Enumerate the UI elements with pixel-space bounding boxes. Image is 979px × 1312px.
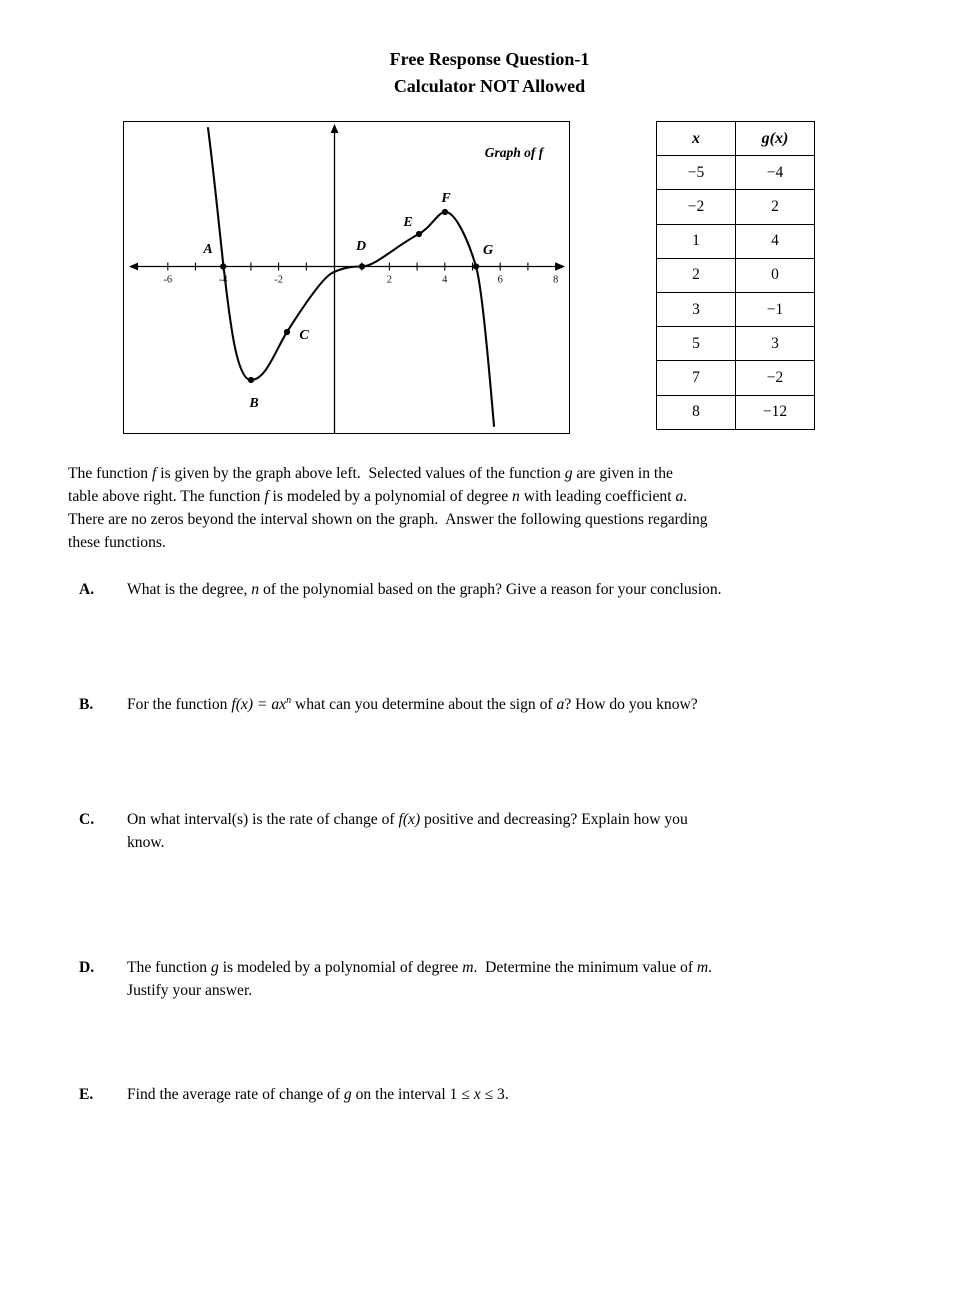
question-text: On what interval(s) is the rate of change of f(x) positive and decreasing? Explain how you know.: [127, 811, 688, 851]
title-line-2: Calculator NOT Allowed: [393, 76, 586, 96]
table-cell-x: 7: [657, 361, 736, 395]
question-item: [79, 1083, 979, 1106]
table-cell-gx: 4: [736, 224, 815, 258]
question-letter: C.: [79, 811, 95, 828]
table-cell-x: 1: [657, 224, 736, 258]
table-cell-gx: 2: [736, 190, 815, 224]
y-axis-top-arrow-icon: [331, 124, 339, 133]
point-d-label: D: [355, 239, 367, 254]
header-x: x: [657, 122, 736, 156]
point-g-dot: [473, 263, 479, 269]
table-cell-x: −5: [657, 156, 736, 190]
table-cell-x: 3: [657, 292, 736, 326]
graph-box: [123, 121, 570, 434]
table-row: [657, 190, 815, 224]
page-title: [0, 46, 979, 100]
question-item: [79, 808, 979, 854]
question-item: [79, 578, 979, 601]
figures-row: [123, 121, 979, 434]
tick-label: -2: [274, 274, 283, 286]
x-tick-labels: [163, 275, 558, 286]
tick-label: 2: [386, 274, 393, 286]
graph-of-f-plot: [124, 122, 569, 433]
question-text: The function g is modeled by a polynomial of degree m. Determine the minimum value of m. Justify your answer.: [127, 959, 713, 999]
point-g-label: G: [482, 243, 494, 258]
question-item: [79, 693, 979, 716]
table-cell-gx: −12: [736, 395, 815, 429]
x-axis-left-arrow-icon: [129, 263, 138, 271]
table-row: [657, 361, 815, 395]
graph-caption: Graph of f: [484, 145, 544, 160]
question-letter: E.: [79, 1086, 94, 1103]
table-cell-gx: −2: [736, 361, 815, 395]
question-letter: A.: [79, 581, 95, 598]
point-e-dot: [416, 231, 422, 237]
question-text: For the function $f(x) = ax^n$ what can you determine about the sign of a? How do you know?: [127, 694, 698, 713]
tick-label: -6: [163, 274, 173, 286]
worksheet-page: [0, 46, 979, 1312]
point-f-dot: [442, 209, 448, 215]
table-cell-x: 8: [657, 395, 736, 429]
question-letter: D.: [79, 959, 95, 976]
table-cell-gx: −4: [736, 156, 815, 190]
point-a-label: A: [203, 242, 213, 257]
tick-label: 8: [552, 274, 559, 286]
question-item: [79, 956, 979, 1002]
table-cell-gx: −1: [736, 292, 815, 326]
point-e-label: E: [403, 215, 413, 230]
table-row: [657, 395, 815, 429]
header-gx: g(x): [736, 122, 815, 156]
point-f-label: F: [441, 191, 451, 206]
questions-list: [79, 578, 979, 1106]
tick-label: 6: [497, 274, 503, 286]
table-row: [657, 292, 815, 326]
point-b-dot: [248, 377, 254, 383]
point-b-label: B: [249, 396, 259, 411]
title-line-1: Free Response Question-1: [389, 49, 590, 69]
question-text: Find the average rate of change of g on the interval 1 ≤ x ≤ 3.: [127, 1086, 509, 1103]
table-header-row: [657, 122, 815, 156]
point-a-dot: [220, 263, 226, 269]
table-row: [657, 327, 815, 361]
table-cell-gx: 3: [736, 327, 815, 361]
x-axis-right-arrow-icon: [556, 263, 565, 271]
curve-points: [220, 209, 479, 383]
table-row: [657, 258, 815, 292]
tick-label: 4: [442, 274, 448, 286]
table-header: [657, 122, 815, 156]
g-values-table: [656, 121, 815, 430]
table-row: [657, 224, 815, 258]
table-cell-x: 2: [657, 258, 736, 292]
table-body: [657, 156, 815, 430]
tick-label: -4: [218, 274, 228, 286]
point-c-label: C: [299, 328, 309, 343]
table-cell-gx: 0: [736, 258, 815, 292]
question-letter: B.: [79, 696, 94, 713]
table-cell-x: −2: [657, 190, 736, 224]
table-cell-x: 5: [657, 327, 736, 361]
point-c-dot: [284, 329, 290, 335]
question-text: What is the degree, n of the polynomial based on the graph? Give a reason for your conclusion.: [127, 581, 722, 598]
intro-paragraph: The function f is given by the graph above left. Selected values of the function g are given in the table above right. The function f is modeled by a polynomial of degree n with leading coefficient a. There are no zeros beyond the interval shown on the graph. Answer the following questions regarding these functions.: [68, 465, 708, 551]
point-d-dot: [359, 263, 365, 269]
table-row: [657, 156, 815, 190]
